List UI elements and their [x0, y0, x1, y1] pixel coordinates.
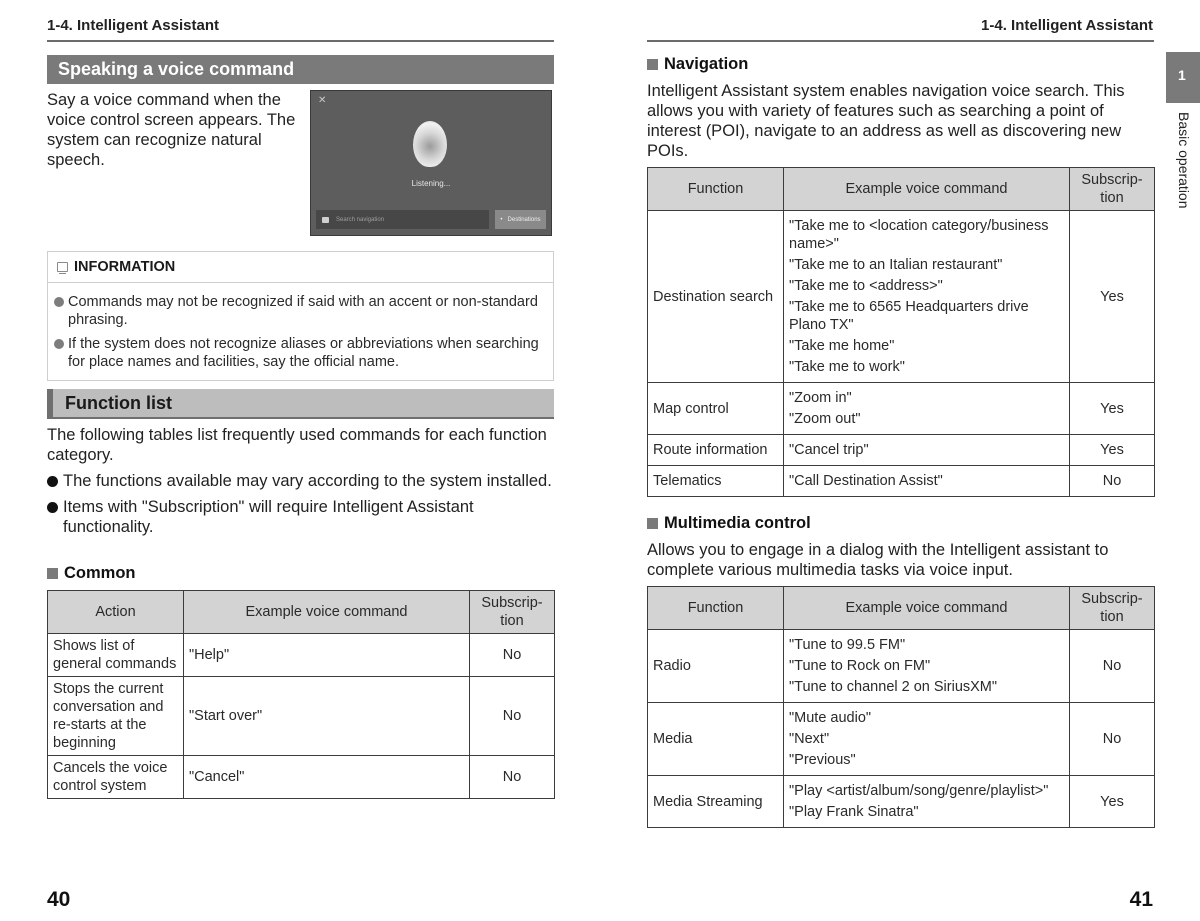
- table-row: [48, 677, 555, 756]
- subscription-cell: No: [470, 634, 555, 677]
- voice-control-screenshot: [310, 90, 552, 236]
- function-cell: Radio: [648, 630, 784, 703]
- section-title-speaking: Speaking a voice command: [47, 55, 554, 84]
- subhead-multimedia: [647, 514, 811, 533]
- voice-command: "Mute audio": [789, 710, 872, 726]
- commands-cell: [184, 634, 470, 677]
- subhead-navigation-label: Navigation: [664, 55, 749, 73]
- header-rule: [647, 40, 1154, 42]
- common-commands-table: [47, 590, 555, 799]
- information-icon: [57, 262, 68, 272]
- keyboard-icon: [322, 217, 329, 223]
- commands-cell: [784, 703, 1070, 776]
- action-cell: Shows list of general commands: [48, 634, 184, 677]
- table-header-row: [648, 587, 1155, 630]
- header-rule: [47, 40, 554, 42]
- table-row: [48, 756, 555, 799]
- voice-command: "Take me to <location category/business name>": [789, 218, 1049, 252]
- subscription-cell: No: [1070, 630, 1155, 703]
- navigation-commands-table: [647, 167, 1155, 497]
- subscription-cell: Yes: [1070, 776, 1155, 828]
- voice-command: "Tune to 99.5 FM": [789, 637, 906, 653]
- voice-command: "Take me to an Italian restaurant": [789, 257, 1003, 273]
- subscription-cell: No: [1070, 466, 1155, 497]
- commands-cell: [784, 383, 1070, 435]
- header-example: Example voice command: [784, 168, 1070, 211]
- destinations-label: Destinations: [507, 216, 541, 223]
- search-navigation-field: [316, 210, 489, 229]
- subhead-navigation: [647, 55, 748, 74]
- voice-command: "Help": [189, 647, 230, 663]
- subscription-cell: Yes: [1070, 435, 1155, 466]
- bullet-item: The functions available may vary according to the system installed.: [47, 471, 557, 491]
- header-subscription: Subscrip- tion: [1070, 168, 1155, 211]
- listening-orb-icon: [413, 121, 447, 167]
- commands-cell: [184, 756, 470, 799]
- action-cell: Stops the current conversation and re-starts at the beginning: [48, 677, 184, 756]
- subhead-common-label: Common: [64, 564, 136, 582]
- function-list-intro: The following tables list frequently used commands for each function category.: [47, 426, 547, 464]
- voice-command: "Cancel": [189, 769, 245, 785]
- function-list-text: [47, 425, 557, 543]
- voice-command: "Previous": [789, 752, 856, 768]
- table-row: [648, 630, 1155, 703]
- section-title-function-list: Function list: [47, 389, 554, 419]
- action-cell: Cancels the voice control system: [48, 756, 184, 799]
- commands-cell: [784, 211, 1070, 383]
- header-subscription: Subscrip- tion: [1070, 587, 1155, 630]
- voice-command: "Start over": [189, 708, 263, 724]
- square-bullet-icon: [47, 568, 58, 579]
- voice-command: "Play Frank Sinatra": [789, 804, 919, 820]
- voice-command: "Tune to Rock on FM": [789, 658, 931, 674]
- header-action: Action: [48, 591, 184, 634]
- table-header-row: [648, 168, 1155, 211]
- chapter-label: Basic operation: [1176, 112, 1192, 209]
- voice-command: "Take me home": [789, 338, 895, 354]
- information-list: [48, 283, 553, 371]
- intro-text: Say a voice command when the voice control screen appears. The system can recognize natural speech.: [47, 91, 296, 169]
- table-row: [648, 466, 1155, 497]
- subscription-cell: No: [470, 756, 555, 799]
- function-cell: Telematics: [648, 466, 784, 497]
- page-number: 40: [47, 888, 71, 911]
- multimedia-commands-table: [647, 586, 1155, 828]
- table-row: [648, 211, 1155, 383]
- information-header: [48, 252, 553, 283]
- voice-command: "Tune to channel 2 on SiriusXM": [789, 679, 998, 695]
- subhead-common: [47, 564, 136, 583]
- close-icon: ✕: [318, 95, 327, 106]
- voice-command: "Next": [789, 731, 830, 747]
- subhead-multimedia-label: Multimedia control: [664, 514, 811, 532]
- table-row: [648, 435, 1155, 466]
- header-subscription: Subscrip- tion: [470, 591, 555, 634]
- voice-command: "Cancel trip": [789, 442, 869, 458]
- voice-command: "Take me to <address>": [789, 278, 943, 294]
- running-head: 1-4. Intelligent Assistant: [47, 17, 219, 34]
- table-row: [48, 634, 555, 677]
- search-placeholder: Search navigation: [336, 216, 385, 223]
- chapter-tab: 1: [1166, 52, 1200, 103]
- function-cell: Media: [648, 703, 784, 776]
- header-function: Function: [648, 168, 784, 211]
- function-list-bullets: [47, 471, 557, 537]
- navigation-table-body: [648, 211, 1155, 497]
- pin-icon: •: [500, 216, 503, 223]
- listening-status: Listening...: [411, 179, 451, 188]
- function-cell: Destination search: [648, 211, 784, 383]
- common-table-body: [48, 634, 555, 799]
- subscription-cell: No: [1070, 703, 1155, 776]
- header-function: Function: [648, 587, 784, 630]
- voice-command: "Zoom in": [789, 390, 852, 406]
- running-head: 1-4. Intelligent Assistant: [981, 17, 1153, 34]
- header-example: Example voice command: [184, 591, 470, 634]
- voice-command: "Call Destination Assist": [789, 473, 943, 489]
- square-bullet-icon: [647, 518, 658, 529]
- function-cell: Map control: [648, 383, 784, 435]
- information-title: INFORMATION: [74, 259, 176, 275]
- commands-cell: [784, 630, 1070, 703]
- table-row: [648, 383, 1155, 435]
- multimedia-text: Allows you to engage in a dialog with the Intelligent assistant to complete various multimedia tasks via voice input.: [647, 541, 1109, 579]
- voice-command: "Take me to 6565 Headquarters drive Plano TX": [789, 299, 1029, 333]
- table-row: [648, 776, 1155, 828]
- commands-cell: [784, 776, 1070, 828]
- bullet-item: Items with "Subscription" will require Intelligent Assistant functionality.: [47, 497, 557, 537]
- right-page: [600, 0, 1200, 921]
- function-cell: Media Streaming: [648, 776, 784, 828]
- table-row: [648, 703, 1155, 776]
- commands-cell: [784, 435, 1070, 466]
- function-cell: Route information: [648, 435, 784, 466]
- information-item: If the system does not recognize aliases or abbreviations when searching for place names and facilities, say the official name.: [54, 335, 545, 371]
- destinations-button: [495, 210, 546, 229]
- page-number: 41: [1129, 888, 1153, 911]
- commands-cell: [784, 466, 1070, 497]
- voice-command: "Play <artist/album/song/genre/playlist>": [789, 783, 1049, 799]
- subscription-cell: Yes: [1070, 383, 1155, 435]
- voice-command: "Take me to work": [789, 359, 905, 375]
- navigation-text: Intelligent Assistant system enables navigation voice search. This allows you with variety of features such as searching a point of interest (POI), navigate to an address as well as discovering new POIs.: [647, 82, 1125, 160]
- multimedia-table-body: [648, 630, 1155, 828]
- information-item: Commands may not be recognized if said with an accent or non-standard phrasing.: [54, 293, 545, 329]
- commands-cell: [184, 677, 470, 756]
- square-bullet-icon: [647, 59, 658, 70]
- subscription-cell: No: [470, 677, 555, 756]
- information-box: [47, 251, 554, 381]
- table-header-row: [48, 591, 555, 634]
- header-example: Example voice command: [784, 587, 1070, 630]
- subscription-cell: Yes: [1070, 211, 1155, 383]
- voice-command: "Zoom out": [789, 411, 861, 427]
